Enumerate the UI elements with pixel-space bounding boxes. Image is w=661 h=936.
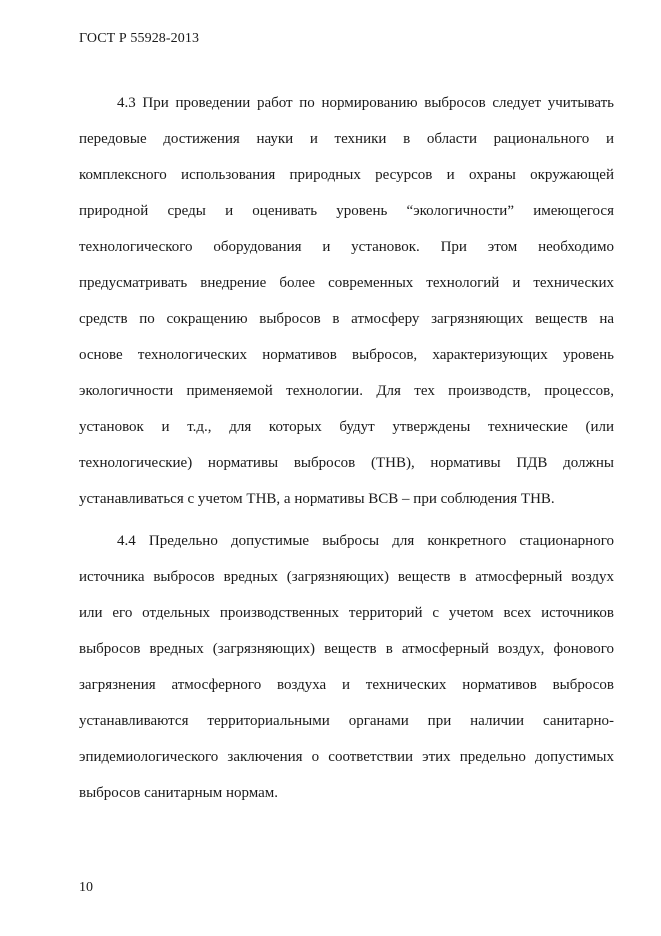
paragraph-4-3 xyxy=(79,91,614,523)
paragraph-line: или его отдельных производственных территорий с учетом всех источников xyxy=(79,605,614,621)
paragraph-line: источника выбросов вредных (загрязняющих) веществ в атмосферный воздух xyxy=(79,569,614,585)
paragraph-line: комплексного использования природных ресурсов и охраны окружающей xyxy=(79,167,614,183)
paragraph-line: предусматривать внедрение более современных технологий и технических xyxy=(79,275,614,291)
paragraph-line: технологического оборудования и установок. При этом необходимо xyxy=(79,239,614,255)
paragraph-line: основе технологических нормативов выбросов, характеризующих уровень xyxy=(79,347,614,363)
paragraph-line: природной среды и оценивать уровень “экологичности” имеющегося xyxy=(79,203,614,219)
paragraph-line: устанавливаются территориальными органами при наличии санитарно- xyxy=(79,713,614,729)
paragraph-line: средств по сокращению выбросов в атмосферу загрязняющих веществ на xyxy=(79,311,614,327)
paragraph-line: выбросов вредных (загрязняющих) веществ в атмосферный воздух, фонового xyxy=(79,641,614,657)
paragraph-line: 4.4 Предельно допустимые выбросы для конкретного стационарного xyxy=(117,533,614,549)
paragraph-line: эпидемиологического заключения о соответствии этих предельно допустимых xyxy=(79,749,614,765)
standard-code-header: ГОСТ Р 55928-2013 xyxy=(79,31,200,46)
paragraph-line: экологичности применяемой технологии. Для тех производств, процессов, xyxy=(79,383,614,399)
paragraph-line: устанавливаться с учетом ТНВ, а нормативы ВСВ – при соблюдения ТНВ. xyxy=(79,491,555,507)
paragraph-line: 4.3 При проведении работ по нормированию выбросов следует учитывать xyxy=(117,95,614,111)
paragraph-line: установок и т.д., для которых будут утверждены технические (или xyxy=(79,419,614,435)
paragraph-4-4 xyxy=(79,529,614,817)
paragraph-line: передовые достижения науки и техники в области рационального и xyxy=(79,131,614,147)
paragraph-line: технологические) нормативы выбросов (ТНВ), нормативы ПДВ должны xyxy=(79,455,614,471)
paragraph-line: выбросов санитарным нормам. xyxy=(79,785,279,801)
paragraph-line: загрязнения атмосферного воздуха и технических нормативов выбросов xyxy=(79,677,614,693)
page-number: 10 xyxy=(79,880,93,895)
